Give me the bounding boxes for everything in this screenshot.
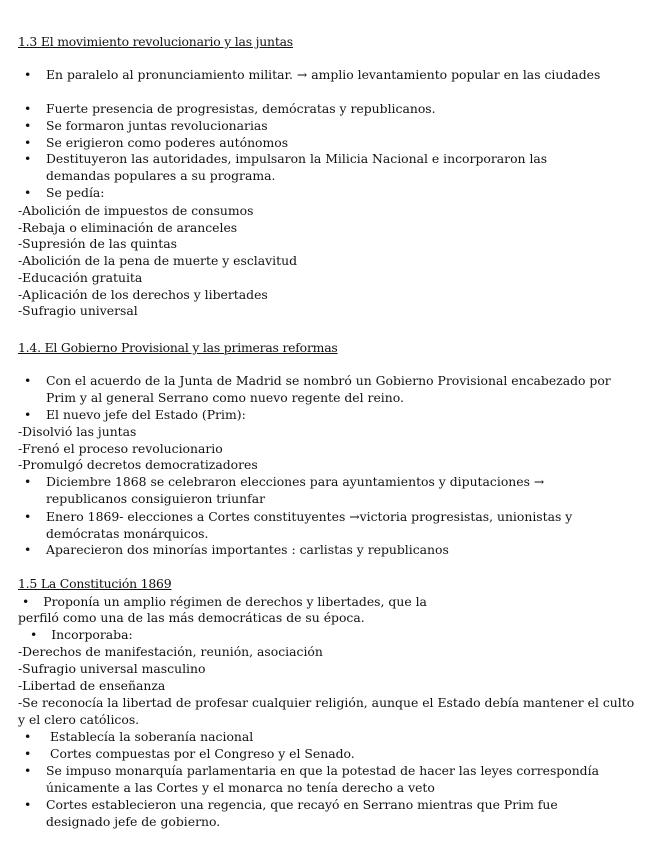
action-line: -Disolvió las juntas <box>18 424 137 439</box>
bullet-item: • Con el acuerdo de la Junta de Madrid se nombró un Gobierno Provisional encabezado por Prim y al general Serrano como nuevo regente del reino. <box>46 373 616 406</box>
demand-line: -Aplicación de los derechos y libertades <box>18 287 268 302</box>
religion-line: -Se reconocía la libertad de profesar cualquier religión, aunque el Estado debía mantener el culto y el clero católicos. <box>18 695 635 727</box>
bullet-item: • Se impuso monarquía parlamentaria en que la potestad de hacer las leyes correspondía únicamente a las Cortes y el monarca no tenía derecho a veto <box>46 763 626 796</box>
right-line: -Libertad de enseñanza <box>18 678 166 693</box>
right-line: -Derechos de manifestación, reunión, asociación <box>18 644 323 659</box>
section-heading-1-4: 1.4. El Gobierno Provisional y las primeras reformas <box>18 340 338 355</box>
bullet-item: • Diciembre 1868 se celebraron elecciones para ayuntamientos y diputaciones → republicanos consiguieron triunfar <box>46 474 616 507</box>
bullet-item: • Aparecieron dos minorías importantes : carlistas y republicanos <box>46 542 616 559</box>
demand-line: -Educación gratuita <box>18 270 143 285</box>
bullet-item: • En paralelo al pronunciamiento militar. → amplio levantamiento popular en las ciudades <box>46 67 606 84</box>
bullet-item: • Fuerte presencia de progresistas, demócratas y republicanos. <box>46 101 606 118</box>
bullet-item: • Se erigieron como poderes autónomos <box>46 135 606 152</box>
right-line: -Sufragio universal masculino <box>18 661 206 676</box>
intro-text: Proponía un amplio régimen de derechos y libertades, que la <box>43 594 427 609</box>
bullet-item: • El nuevo jefe del Estado (Prim): <box>46 407 606 424</box>
bullet-item: • Destituyeron las autoridades, impulsaron la Milicia Nacional e incorporaron las demandas populares a su programa. <box>46 151 606 184</box>
bullet-item: • Se pedía: <box>46 185 606 202</box>
section-heading-1-5: 1.5 La Constitución 1869 <box>18 576 172 591</box>
section-heading-1-3: 1.3 El movimiento revolucionario y las juntas <box>18 34 293 49</box>
incorpora-line: • Incorporaba: <box>30 627 133 642</box>
bullet-item: • Cortes establecieron una regencia, que recayó en Serrano mientras que Prim fue designado jefe de gobierno. <box>46 797 606 830</box>
intro-line-continuation: perfiló como una de las más democráticas de su época. <box>18 610 365 625</box>
demand-line: -Sufragio universal <box>18 303 138 318</box>
action-line: -Frenó el proceso revolucionario <box>18 441 223 456</box>
bullet-item: • Cortes compuestas por el Congreso y el Senado. <box>46 746 610 763</box>
incorpora-text: Incorporaba: <box>51 627 133 642</box>
demand-line: -Supresión de las quintas <box>18 236 177 251</box>
bullet-item: • Enero 1869- elecciones a Cortes constituyentes →victoria progresistas, unionistas y demócratas monárquicos. <box>46 509 616 542</box>
bullet-item: • Se formaron juntas revolucionarias <box>46 118 606 135</box>
bullet-item: • Establecía la soberanía nacional <box>46 729 610 746</box>
demand-line: -Abolición de la pena de muerte y esclavitud <box>18 253 298 268</box>
demand-line: -Abolición de impuestos de consumos <box>18 203 254 218</box>
intro-line: • Proponía un amplio régimen de derechos y libertades, que la <box>22 594 427 609</box>
demand-line: -Rebaja o eliminación de aranceles <box>18 220 238 235</box>
action-line: -Promulgó decretos democratizadores <box>18 457 258 472</box>
